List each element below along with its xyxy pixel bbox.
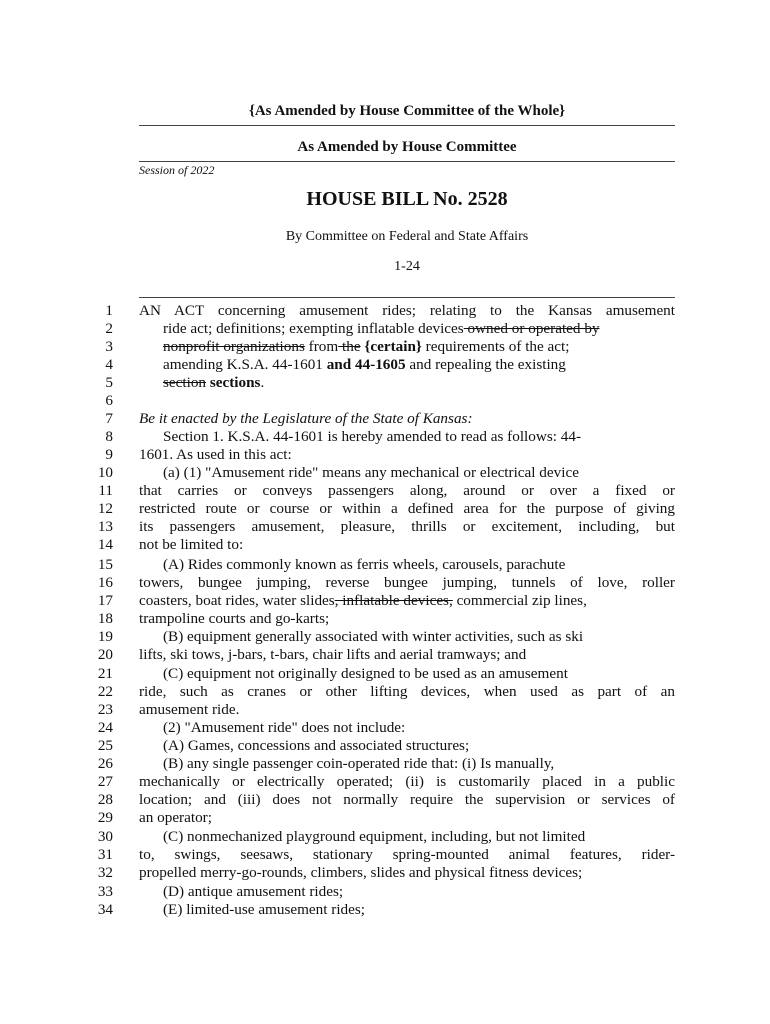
- line-number: 1: [105, 302, 113, 319]
- text-line: [0, 518, 770, 536]
- stricken-text: the: [338, 338, 361, 355]
- line-number: 6: [105, 392, 113, 409]
- line-text: [139, 374, 675, 392]
- text-run: requirements of the act;: [421, 338, 570, 355]
- text-run: coasters, boat rides, water slides: [139, 592, 335, 609]
- line-number: 20: [97, 646, 113, 663]
- text-line: [0, 482, 770, 500]
- text-line: [0, 701, 770, 719]
- text-line: [0, 410, 770, 428]
- text-line: [0, 628, 770, 646]
- inserted-text: sections: [206, 374, 261, 391]
- text-line: [0, 791, 770, 809]
- text-line: [0, 374, 770, 392]
- line-number: 19: [97, 628, 113, 645]
- line-number: 8: [105, 428, 113, 445]
- line-text: (C) equipment not originally designed to be used as an amusement: [163, 665, 568, 682]
- line-number: 16: [97, 574, 113, 591]
- line-number: 7: [105, 410, 113, 427]
- line-text: amusement ride.: [139, 701, 240, 718]
- line-text: (2) "Amusement ride" does not include:: [163, 719, 406, 736]
- text-line: [0, 356, 770, 374]
- line-text: restricted route or course or within a defined area for the purpose of giving: [139, 500, 675, 517]
- line-number: 17: [97, 592, 113, 609]
- line-number: 24: [97, 719, 113, 736]
- divider-rule: [139, 161, 675, 162]
- stricken-text: owned or operated by: [463, 320, 600, 337]
- line-number: 18: [97, 610, 113, 627]
- line-text: location; and (iii) does not normally require the supervision or services of: [139, 791, 675, 808]
- amendment-notice-committee: As Amended by House Committee: [297, 139, 517, 155]
- amendment-notice-whole: {As Amended by House Committee of the Whole}: [248, 103, 566, 119]
- text-line: [0, 574, 770, 592]
- line-number: 27: [97, 773, 113, 790]
- text-line: [0, 683, 770, 701]
- text-line: [0, 828, 770, 846]
- line-text: 1601. As used in this act:: [139, 446, 292, 463]
- line-text: [139, 320, 675, 338]
- line-number: 2: [105, 320, 113, 337]
- line-text: Section 1. K.S.A. 44-1601 is hereby amended to read as follows: 44-: [163, 428, 581, 445]
- text-line: [0, 338, 770, 356]
- line-text: (E) limited-use amusement rides;: [163, 901, 366, 918]
- text-run: .: [260, 374, 265, 391]
- stricken-text: section: [163, 374, 207, 391]
- line-number: 14: [97, 536, 113, 553]
- divider-rule: [139, 297, 675, 298]
- text-line: [0, 773, 770, 791]
- line-number: 22: [97, 683, 113, 700]
- text-line: [0, 302, 770, 320]
- line-text: not be limited to:: [139, 536, 244, 553]
- line-number: 9: [105, 446, 113, 463]
- line-text: ride, such as cranes or other lifting devices, when used as part of an: [139, 683, 675, 700]
- text-line: [0, 428, 770, 446]
- line-number: 25: [97, 737, 113, 754]
- line-text: towers, bungee jumping, reverse bungee jumping, tunnels of love, roller: [139, 574, 675, 591]
- text-run: ride act; definitions; exempting inflatable devices: [163, 320, 464, 337]
- line-number: 4: [105, 356, 113, 373]
- line-text: (a) (1) "Amusement ride" means any mechanical or electrical device: [163, 464, 579, 481]
- line-number: 5: [105, 374, 113, 391]
- text-line: [0, 610, 770, 628]
- line-text: (A) Games, concessions and associated structures;: [163, 737, 470, 754]
- line-text: lifts, ski tows, j-bars, t-bars, chair lifts and aerial tramways; and: [139, 646, 527, 663]
- line-text: [139, 356, 675, 374]
- line-number: 11: [98, 482, 113, 499]
- introduction-date: 1-24: [394, 259, 420, 274]
- line-text: AN ACT concerning amusement rides; relating to the Kansas amusement: [139, 302, 675, 319]
- line-number: 12: [97, 500, 113, 517]
- text-line: [0, 500, 770, 518]
- inserted-text: and 44-1605: [326, 356, 406, 373]
- text-line: [0, 592, 770, 610]
- text-line: [0, 392, 770, 410]
- enacting-clause: Be it enacted by the Legislature of the State of Kansas:: [139, 410, 473, 427]
- line-number: 23: [97, 701, 113, 718]
- text-line: [0, 556, 770, 574]
- line-text: to, swings, seesaws, stationary spring-mounted animal features, rider-: [139, 846, 675, 863]
- stricken-text: , inflatable devices,: [334, 592, 453, 609]
- inserted-text: {certain}: [360, 338, 422, 355]
- sponsor-line: By Committee on Federal and State Affairs: [285, 229, 529, 244]
- line-text: [139, 338, 675, 356]
- text-line: [0, 883, 770, 901]
- session-label: Session of 2022: [139, 163, 215, 177]
- line-text: [139, 592, 675, 610]
- text-line: [0, 320, 770, 338]
- line-number: 15: [97, 556, 113, 573]
- line-text: trampoline courts and go-karts;: [139, 610, 330, 627]
- bill-title: HOUSE BILL No. 2528: [306, 188, 508, 210]
- line-text: (B) any single passenger coin-operated ride that: (i) Is manually,: [163, 755, 555, 772]
- line-number: 32: [97, 864, 113, 881]
- line-text: an operator;: [139, 809, 212, 826]
- text-run: commercial zip lines,: [452, 592, 587, 609]
- text-line: [0, 464, 770, 482]
- divider-rule: [139, 125, 675, 126]
- text-line: [0, 536, 770, 554]
- line-number: 33: [97, 883, 113, 900]
- line-number: 21: [97, 665, 113, 682]
- text-line: [0, 646, 770, 664]
- text-line: [0, 864, 770, 882]
- line-number: 29: [97, 809, 113, 826]
- line-number: 10: [97, 464, 113, 481]
- line-number: 28: [97, 791, 113, 808]
- line-number: 34: [97, 901, 113, 918]
- line-number: 3: [105, 338, 113, 355]
- text-line: [0, 719, 770, 737]
- text-run: amending K.S.A. 44-1601: [163, 356, 327, 373]
- line-text: propelled merry-go-rounds, climbers, slides and physical fitness devices;: [139, 864, 583, 881]
- text-line: [0, 901, 770, 919]
- line-text: (B) equipment generally associated with winter activities, such as ski: [163, 628, 584, 645]
- text-line: [0, 755, 770, 773]
- text-line: [0, 846, 770, 864]
- line-text: that carries or conveys passengers along, around or over a fixed or: [139, 482, 675, 499]
- line-text: (A) Rides commonly known as ferris wheels, carousels, parachute: [163, 556, 566, 573]
- line-text: its passengers amusement, pleasure, thrills or excitement, including, but: [139, 518, 675, 535]
- text-line: [0, 446, 770, 464]
- line-number: 13: [97, 518, 113, 535]
- text-run: from: [304, 338, 339, 355]
- line-number: 26: [97, 755, 113, 772]
- line-text: mechanically or electrically operated; (ii) is customarily placed in a public: [139, 773, 675, 790]
- line-number: 31: [97, 846, 113, 863]
- text-line: [0, 665, 770, 683]
- line-text: (C) nonmechanized playground equipment, including, but not limited: [163, 828, 586, 845]
- line-text: (D) antique amusement rides;: [163, 883, 344, 900]
- text-line: [0, 737, 770, 755]
- text-line: [0, 809, 770, 827]
- stricken-text: nonprofit organizations: [163, 338, 305, 355]
- text-run: and repealing the existing: [405, 356, 566, 373]
- line-number: 30: [97, 828, 113, 845]
